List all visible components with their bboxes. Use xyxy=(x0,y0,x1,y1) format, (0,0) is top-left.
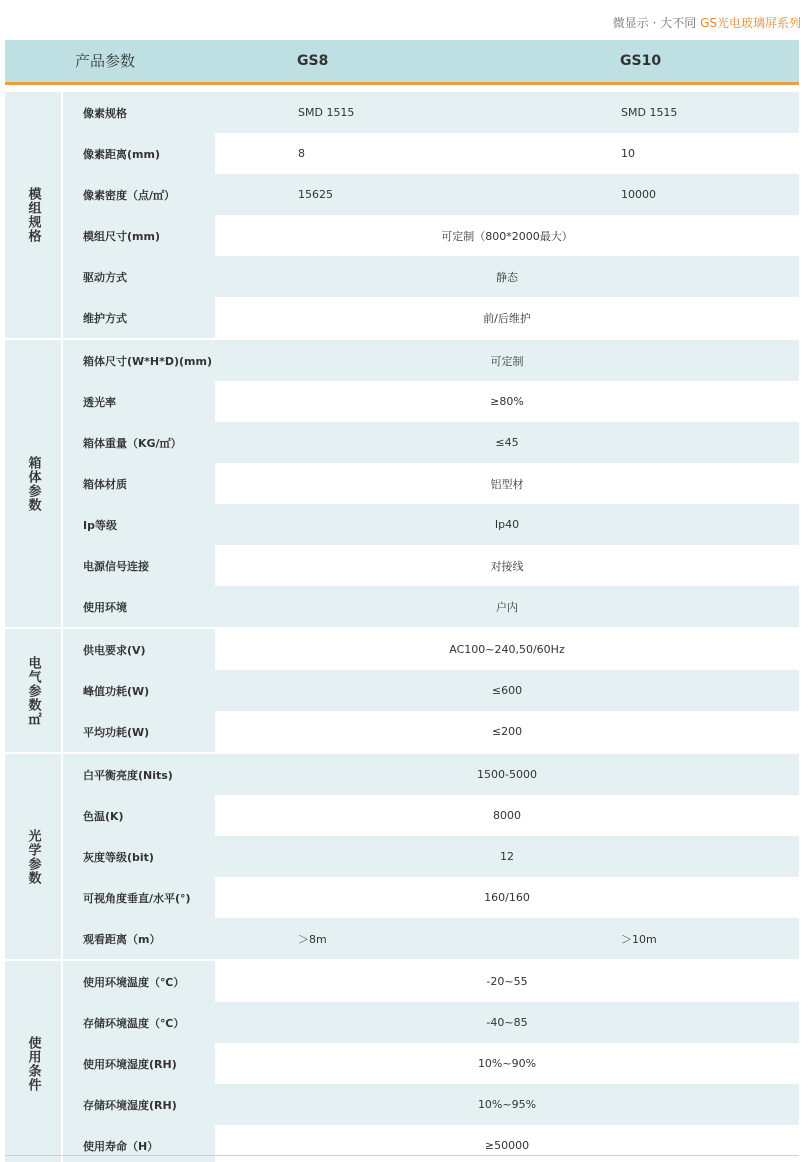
table-row xyxy=(63,256,799,297)
row-name: 透光率 xyxy=(63,381,215,422)
table-row xyxy=(63,670,799,711)
row-name: Ip等级 xyxy=(83,518,117,532)
table-row xyxy=(63,215,799,256)
section-label-text: 箱体参数 xyxy=(25,455,41,512)
row-value: ≤45 xyxy=(495,436,519,449)
table-row xyxy=(63,297,799,338)
table-header xyxy=(5,40,799,82)
row-name: 模组尺寸(mm) xyxy=(63,215,215,256)
table-row xyxy=(63,586,799,627)
section-label-text: 模组规格 xyxy=(25,187,41,243)
section-label-text: 使用条件 xyxy=(25,1035,41,1092)
row-name: 可视角度垂直/水平(°) xyxy=(63,877,215,918)
section-4 xyxy=(5,754,799,959)
row-value-gs8: SMD 1515 xyxy=(298,106,355,119)
row-name: 驱动方式 xyxy=(83,270,127,284)
table-row xyxy=(63,961,799,1002)
row-name: 箱体重量（KG/㎡） xyxy=(83,436,182,450)
row-name: 使用环境湿度(RH) xyxy=(63,1043,215,1084)
table-bottom-line xyxy=(5,1155,799,1156)
row-value-gs8: 15625 xyxy=(298,188,333,201)
header-model-gs10: GS10 xyxy=(620,53,662,69)
top-note xyxy=(613,14,801,31)
row-name: 电源信号连接 xyxy=(63,545,215,586)
row-value: Ip40 xyxy=(494,518,520,531)
table-row xyxy=(63,504,799,545)
header-title: 产品参数 xyxy=(75,52,136,70)
row-value: 12 xyxy=(500,850,514,863)
table-row xyxy=(63,877,799,918)
table-row xyxy=(63,340,799,381)
row-value: ≥80% xyxy=(490,395,524,408)
table-row xyxy=(63,545,799,586)
section-3 xyxy=(5,629,799,752)
header-accent-line xyxy=(5,82,799,85)
section-label xyxy=(5,340,61,627)
row-value: ≥50000 xyxy=(484,1139,530,1152)
row-value: 1500-5000 xyxy=(477,768,537,781)
row-value: 可定制（800*2000最大） xyxy=(441,229,573,243)
row-name: 白平衡亮度(Nits) xyxy=(83,768,173,782)
top-note-series: GS光电玻璃屏系列 xyxy=(700,16,801,30)
table-row xyxy=(63,918,799,959)
row-value: -40~85 xyxy=(486,1016,528,1029)
row-value-gs10: SMD 1515 xyxy=(621,106,678,119)
row-name: 使用寿命（H） xyxy=(63,1125,215,1162)
row-name: 色温(K) xyxy=(63,795,215,836)
section-label xyxy=(5,754,61,959)
row-name: 存储环境温度（℃） xyxy=(83,1016,185,1030)
table-row xyxy=(63,463,799,504)
table-row xyxy=(63,381,799,422)
row-value: 前/后维护 xyxy=(483,311,531,325)
section-1 xyxy=(5,92,799,338)
row-name: 使用环境温度（℃） xyxy=(63,961,215,1002)
row-value: 10%~95% xyxy=(477,1098,537,1111)
row-value-gs8: 8 xyxy=(298,147,305,160)
section-label xyxy=(5,629,61,752)
row-name: 箱体材质 xyxy=(63,463,215,504)
table-row xyxy=(63,1002,799,1043)
row-value: 户内 xyxy=(496,600,518,614)
row-value-gs8: ＞8m xyxy=(298,932,327,946)
row-value: 160/160 xyxy=(484,891,530,904)
table-row xyxy=(63,711,799,752)
section-label xyxy=(5,961,61,1162)
table-row xyxy=(63,1125,799,1162)
table-row xyxy=(63,133,799,174)
row-value-gs10: ＞10m xyxy=(621,932,657,946)
row-name: 灰度等级(bit) xyxy=(83,850,154,864)
section-5 xyxy=(5,961,799,1162)
row-value: -20~55 xyxy=(486,975,528,988)
table-row xyxy=(63,836,799,877)
row-name: 平均功耗(W) xyxy=(63,711,215,752)
row-name: 像素密度（点/㎡） xyxy=(83,188,176,202)
row-value: 静态 xyxy=(496,270,518,284)
table-row xyxy=(63,422,799,463)
top-note-text: 微显示 · 大不同 xyxy=(612,16,697,30)
table-row xyxy=(63,1043,799,1084)
table-row xyxy=(63,629,799,670)
section-2 xyxy=(5,340,799,627)
section-label xyxy=(5,92,61,338)
header-model-gs8: GS8 xyxy=(297,53,329,69)
row-value: 铝型材 xyxy=(490,477,524,491)
row-name: 供电要求(V) xyxy=(63,629,215,670)
row-name: 存储环境湿度(RH) xyxy=(83,1098,177,1112)
row-value: ≤600 xyxy=(491,684,523,697)
row-value: AC100~240,50/60Hz xyxy=(449,643,565,656)
row-name: 像素距离(mm) xyxy=(63,133,215,174)
row-value: 10%~90% xyxy=(477,1057,537,1070)
row-name: 箱体尺寸(W*H*D)(mm) xyxy=(83,354,213,368)
table-row xyxy=(63,1084,799,1125)
row-value-gs10: 10 xyxy=(621,147,635,160)
row-name: 峰值功耗(W) xyxy=(83,684,150,698)
row-value: 可定制 xyxy=(490,354,524,368)
row-name: 维护方式 xyxy=(63,297,215,338)
section-label-text: 光学参数 xyxy=(25,828,41,885)
section-label-text: 电气参数㎡ xyxy=(25,655,41,726)
row-value: 8000 xyxy=(493,809,521,822)
row-value: ≤200 xyxy=(491,725,523,738)
row-value: 对接线 xyxy=(490,559,524,573)
table-row xyxy=(63,754,799,795)
row-value-gs10: 10000 xyxy=(621,188,656,201)
table-row xyxy=(63,92,799,133)
row-name: 使用环境 xyxy=(83,600,127,614)
row-name: 像素规格 xyxy=(83,106,127,120)
row-name: 观看距离（m） xyxy=(83,932,161,946)
table-row xyxy=(63,795,799,836)
table-row xyxy=(63,174,799,215)
